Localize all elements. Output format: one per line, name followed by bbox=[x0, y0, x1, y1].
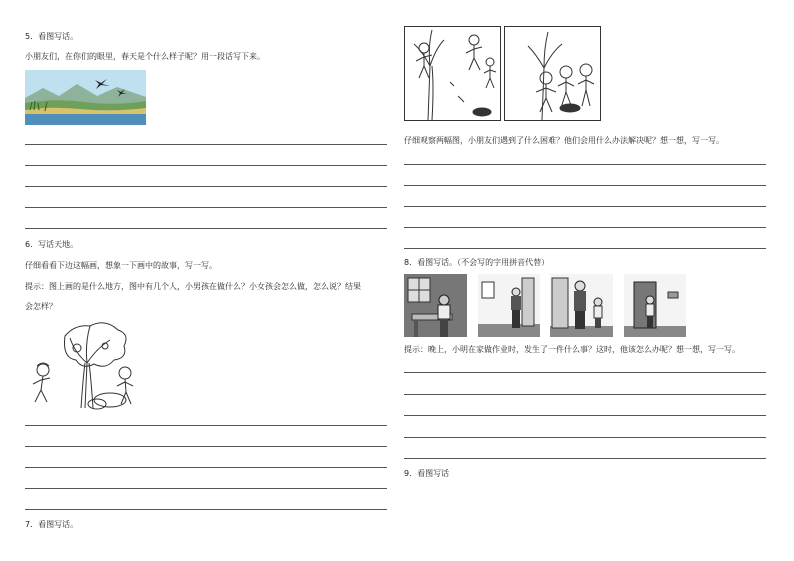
study-scene-picture-2 bbox=[478, 274, 540, 337]
q8-hint: 提示：晚上，小明在家做作业时，发生了一件什么事？这时，他该怎么办呢？想一想，写一写。 bbox=[404, 345, 740, 354]
answer-line[interactable] bbox=[404, 458, 766, 459]
answer-line[interactable] bbox=[404, 437, 766, 438]
answer-line[interactable] bbox=[404, 206, 766, 207]
q7-prompt: 仔细观察两幅图，小朋友们遇到了什么困难？他们会用什么办法解决呢？想一想，写一写。 bbox=[404, 136, 724, 145]
answer-line[interactable] bbox=[25, 509, 387, 510]
q9-title: 9．看图写话 bbox=[404, 469, 450, 478]
study-scene-picture-3 bbox=[550, 274, 613, 337]
answer-line[interactable] bbox=[25, 488, 387, 489]
q5-title: 5．看图写话。 bbox=[25, 32, 79, 41]
answer-line[interactable] bbox=[404, 185, 766, 186]
study-scene-picture-4 bbox=[624, 274, 686, 337]
answer-line[interactable] bbox=[404, 372, 766, 373]
answer-line[interactable] bbox=[25, 144, 387, 145]
q5-prompt: 小朋友们，在你们的眼里，春天是个什么样子呢？用一段话写下来。 bbox=[25, 52, 265, 61]
q6-hint-line2: 会怎样？ bbox=[25, 302, 57, 311]
q8-title: 8．看图写话。（不会写的字用拼音代替） bbox=[404, 258, 550, 267]
tree-children-picture-2 bbox=[504, 26, 601, 121]
answer-line[interactable] bbox=[25, 228, 387, 229]
tree-children-picture-1 bbox=[404, 26, 501, 121]
q6-prompt: 仔细看看下边这幅画，想象一下画中的故事，写一写。 bbox=[25, 261, 217, 270]
answer-line[interactable] bbox=[404, 394, 766, 395]
answer-line[interactable] bbox=[25, 446, 387, 447]
q6-title: 6．写话天地。 bbox=[25, 240, 79, 249]
answer-line[interactable] bbox=[404, 227, 766, 228]
q6-hint-line1: 提示：图上画的是什么地方，图中有几个人，小男孩在做什么？小女孩会怎么做，怎么说？结果 bbox=[25, 282, 361, 291]
answer-line[interactable] bbox=[25, 165, 387, 166]
answer-line[interactable] bbox=[404, 248, 766, 249]
answer-line[interactable] bbox=[25, 186, 387, 187]
answer-line[interactable] bbox=[25, 467, 387, 468]
study-scene-picture-1 bbox=[404, 274, 467, 337]
answer-line[interactable] bbox=[404, 164, 766, 165]
answer-line[interactable] bbox=[25, 207, 387, 208]
tree-children-picture bbox=[25, 318, 140, 410]
answer-line[interactable] bbox=[25, 425, 387, 426]
q7-title: 7．看图写话。 bbox=[25, 520, 79, 529]
answer-line[interactable] bbox=[404, 415, 766, 416]
spring-picture bbox=[25, 70, 146, 125]
